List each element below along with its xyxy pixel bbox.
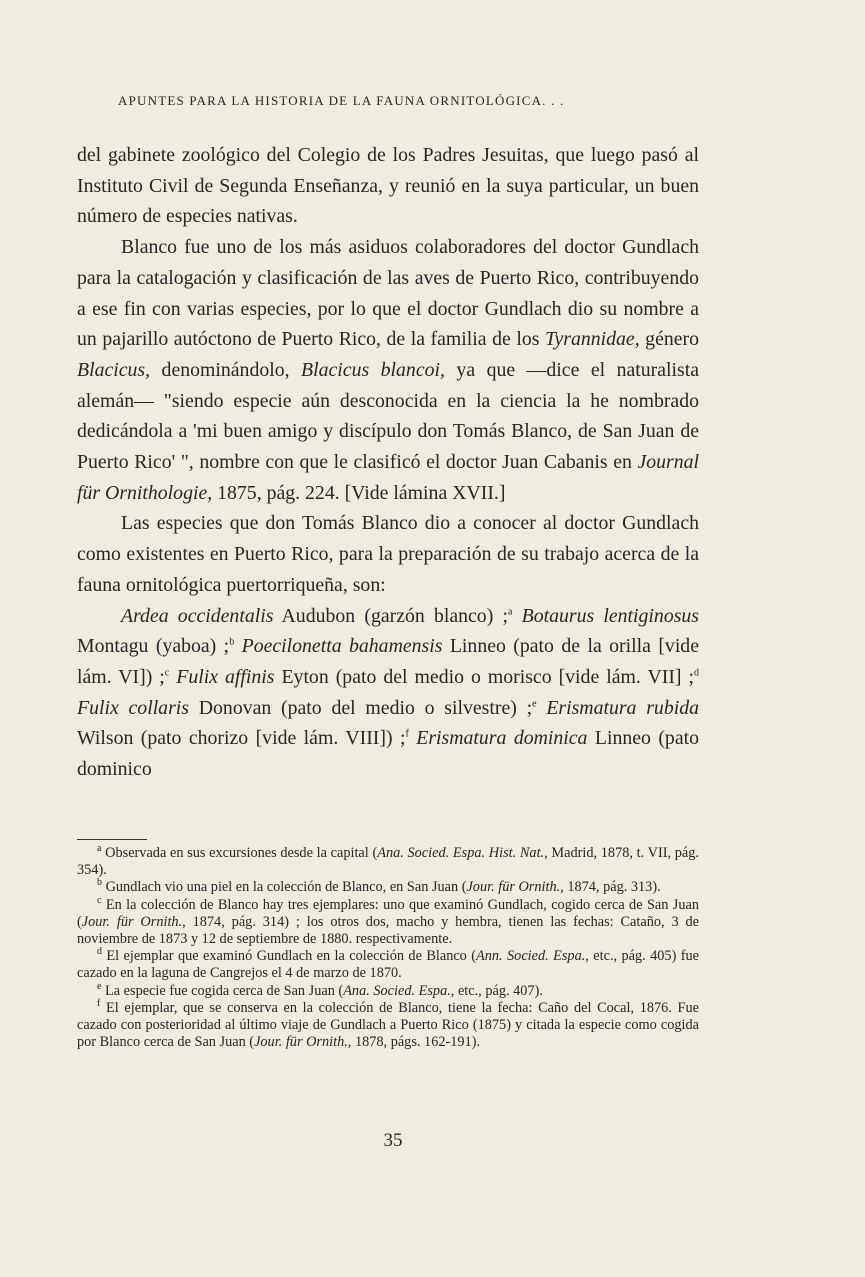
species-name: Erismatura dominica xyxy=(408,727,588,750)
text-run: En la colección de Blanco hay tres ejemplares: uno que examinó Gundlach, cogido cerca de San Juan ( xyxy=(77,896,699,930)
citation-title: Jour. für Ornith., xyxy=(254,1034,352,1051)
footnote-c xyxy=(77,894,699,949)
footnote-b xyxy=(77,879,699,896)
text-run: El ejemplar, que se conserva en la colección de Blanco, tiene la fecha: Caño del Cocal, 1876. Fue cazado con posterioridad al último viaje de Gundlach a Puerto Rico (1875) y citada la especie como cogida por Blanco cerca de San Juan ( xyxy=(77,999,699,1051)
text-run: Linneo (pato dominico xyxy=(77,727,699,781)
text-run: 1878, págs. 162-191). xyxy=(351,1034,481,1051)
footnote-a xyxy=(77,845,699,879)
text-run: género xyxy=(639,328,699,351)
footnote-mark: f xyxy=(405,728,409,740)
footnote-mark: e xyxy=(532,698,537,710)
footnotes xyxy=(77,845,699,1051)
paragraph-3: Las especies que don Tomás Blanco dio a conocer al doctor Gundlach como existentes en Puerto Rico, para la preparación de su trabajo acerca de la fauna ornitológica puertorriqueña, son: xyxy=(77,512,699,596)
text-run: Gundlach vio una piel en la colección de Blanco, en San Juan ( xyxy=(102,879,467,896)
text-run: etc., pág. 405) fue cazado en la laguna de Cangrejos el 4 de marzo de 1870. xyxy=(77,948,700,982)
footnote-mark: b xyxy=(229,636,235,648)
footnote-mark: d xyxy=(694,667,700,679)
species-name: Botaurus lentiginosus xyxy=(512,604,699,627)
citation-title: Ana. Socied. Espa., xyxy=(343,982,455,999)
paragraph-2 xyxy=(77,232,699,508)
paragraph-1: del gabinete zoológico del Colegio de los Padres Jesuitas, que luego pasó al Instituto Civil de Segunda Enseñanza, y reunió en la suya particular, un buen número de especies nativas. xyxy=(77,144,699,228)
text-run: Observada en sus excursiones desde la capital ( xyxy=(101,845,378,861)
text-run: Donovan (pato del medio o silvestre) ; xyxy=(188,696,533,719)
text-run: 1874, pág. 313). xyxy=(563,879,661,896)
text-run: Eyton (pato del medio o morisco [vide lám. VII] ; xyxy=(274,665,695,688)
text-run: Montagu (yaboa) ; xyxy=(77,635,230,658)
footnote-mark: b xyxy=(97,877,102,889)
text-run: Wilson (pato chorizo [vide lám. VIII]) ; xyxy=(77,727,406,750)
text-run: El ejemplar que examinó Gundlach en la colección de Blanco ( xyxy=(102,948,477,965)
footnote-mark: c xyxy=(97,894,102,906)
text-run: Blanco fue uno de los más asiduos colaboradores del doctor Gundlach para la catalogación y clasificación de las aves de Puerto Rico, contribuyendo a ese fin con varias especies, por lo que el doctor Gundlach dio su nombre a un pajarillo autóctono de Puerto Rico, de la familia de los xyxy=(77,236,699,351)
footnote-e xyxy=(77,980,699,1000)
citation-title: Jour. für Ornith., xyxy=(466,879,564,896)
journal-title: Journal für Ornithologie, xyxy=(77,451,699,504)
footnote-d xyxy=(77,948,699,982)
footnote-mark: a xyxy=(507,605,513,617)
citation-title: Ana. Socied. Espa. Hist. Nat., xyxy=(377,845,548,861)
footnote-mark: c xyxy=(164,667,170,679)
text-run: 1875, pág. 224. [Vide lámina XVII.] xyxy=(212,481,506,504)
text-run: Madrid, 1878, t. VII, pág. 354). xyxy=(77,845,699,879)
taxon-name: Tyrannidae, xyxy=(544,328,640,351)
running-head: APUNTES PARA LA HISTORIA DE LA FAUNA ORNITOLÓGICA. . . xyxy=(118,93,565,108)
species-name: Ardea occidentalis xyxy=(121,604,274,627)
footnote-mark: f xyxy=(97,998,101,1010)
species-name: Erismatura rubida xyxy=(536,696,699,719)
paragraph-4 xyxy=(77,601,699,785)
species-name: Poecilonetta bahamensis xyxy=(234,635,443,658)
footnote-mark: d xyxy=(97,946,102,958)
body-text xyxy=(77,140,699,785)
taxon-name: Blacicus, xyxy=(77,358,151,381)
text-run: La especie fue cogida cerca de San Juan ( xyxy=(101,982,344,999)
text-run: Audubon (garzón blanco) ; xyxy=(273,604,508,627)
footnote-f xyxy=(77,1000,699,1052)
species-name: Fulix affinis xyxy=(169,665,275,688)
text-run: etc., pág. 407). xyxy=(454,982,543,999)
citation-title: Ann. Socied. Espa., xyxy=(476,948,589,965)
text-run: 1874, pág. 314) ; los otros dos, macho y hembra, tienen las fechas: Cataño, 3 de noviembre de 1873 y 12 de septiembre de 1880. respectivamente. xyxy=(77,913,699,948)
species-name: Fulix collaris xyxy=(77,696,189,719)
footnote-mark: a xyxy=(97,843,102,855)
text-run: Linneo (pato de la orilla [vide lám. VI]) ; xyxy=(77,635,699,688)
text-run: denominándolo, xyxy=(150,358,302,381)
footnote-rule xyxy=(77,839,147,840)
taxon-name: Blacicus blancoi, xyxy=(301,358,445,381)
page-number: 35 xyxy=(383,1130,403,1151)
text-run: ya que —dice el naturalista alemán— "siendo especie aún desconocida en la ciencia la he nombrado dedicándola a 'mi buen amigo y discípulo don Tomás Blanco, de San Juan de Puerto Rico' ", nombre con que le clasificó el doctor Juan Cabanis en xyxy=(77,358,699,474)
footnote-mark: e xyxy=(97,980,102,992)
citation-title: Jour. für Ornith., xyxy=(81,913,186,930)
